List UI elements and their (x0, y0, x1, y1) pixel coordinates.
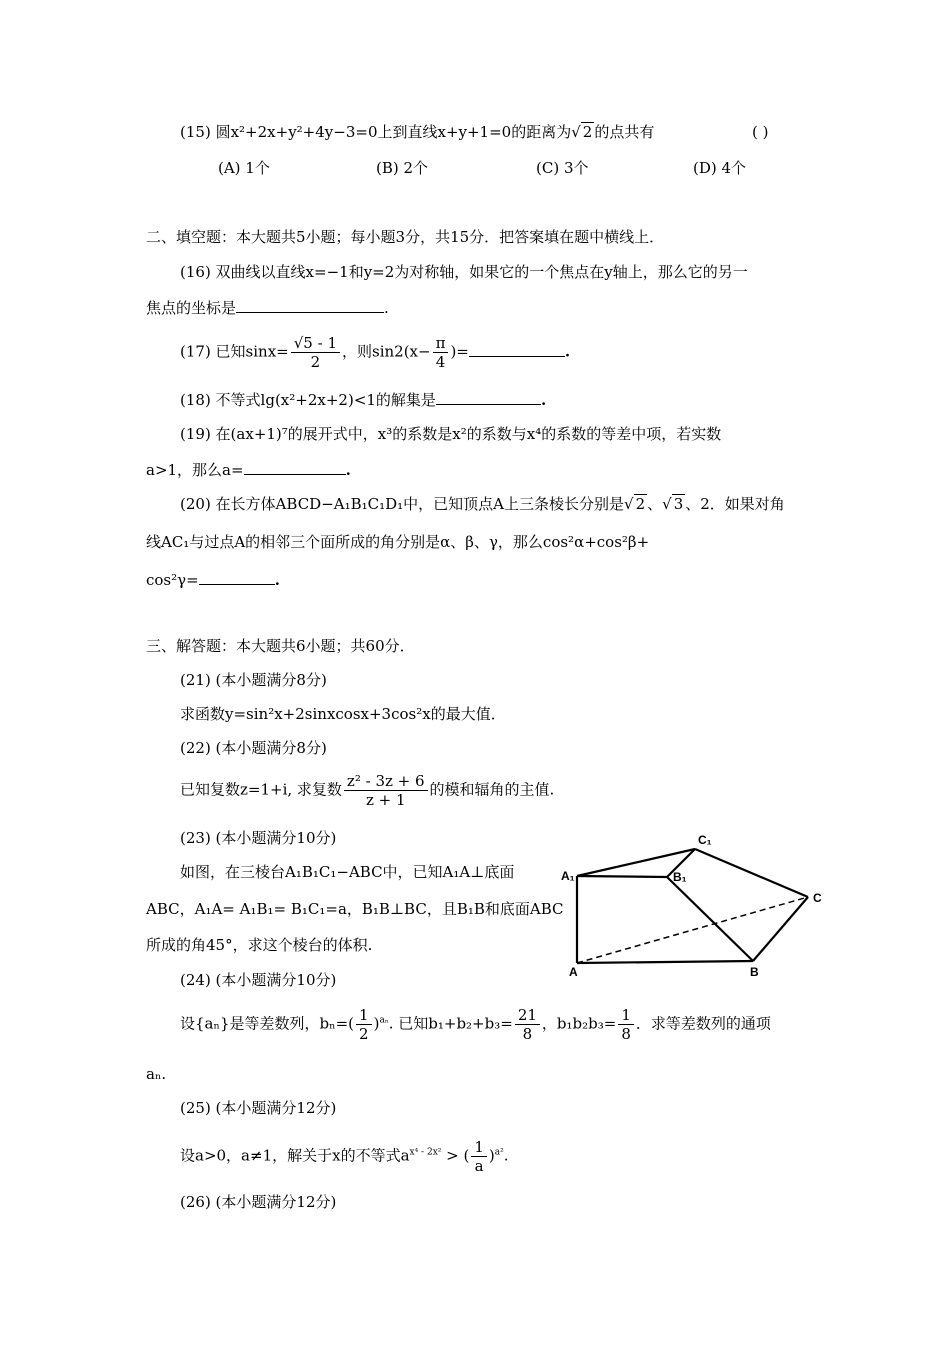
label-c: C (813, 891, 822, 905)
edge-b-c (753, 897, 808, 961)
q20-text-a: (20) 在长方体ABCD−A₁B₁C₁D₁中，已知顶点A上三条棱长分别是 (180, 495, 625, 513)
q25-exponent-1: x⁴ - 2x² (409, 1147, 442, 1158)
q24-exponent: aₙ (379, 1015, 389, 1026)
label-a1: A₁ (561, 869, 575, 883)
q17-frac-den: 2 (310, 353, 321, 371)
q22-frac-num: z² - 3z + 6 (344, 772, 428, 791)
q20-text-c: cos²γ= (146, 571, 199, 589)
q26-label: (26) (本小题满分12分) (180, 1193, 337, 1211)
q22-fraction (344, 772, 428, 809)
q20-line-2: 线AC₁与过点A的相邻三个面所成的角分别是α、β、γ，那么cos²α+cos²β+ (146, 533, 650, 551)
q22-tail: 的模和辐角的主值. (429, 780, 555, 799)
label-c1: C₁ (698, 833, 712, 847)
q24-prod-den: 8 (621, 1025, 631, 1043)
q18-end: . (540, 391, 547, 409)
label-b1: B₁ (673, 870, 687, 884)
q20-radicand-2: 3 (673, 495, 684, 513)
q17-mid: ，则sin2(x− (342, 342, 431, 361)
answer-blank (436, 390, 541, 405)
q24-half-den: 2 (359, 1025, 369, 1043)
q24-body (180, 1006, 771, 1043)
edge-c1-c (695, 849, 808, 897)
q24-mid-2: . 已知b₁+b₂+b₃= (388, 1014, 513, 1033)
frustum-figure (560, 830, 840, 980)
q20-line-1 (180, 494, 785, 514)
q24-half-fraction (356, 1006, 372, 1043)
q20-line-3 (146, 570, 280, 590)
q22-frac-den: z + 1 (365, 791, 406, 809)
q15-option-a: (A) 1个 (218, 159, 270, 177)
question-15 (180, 122, 654, 142)
q25-body (180, 1138, 509, 1175)
q25-frac-num: 1 (471, 1138, 487, 1157)
q25-lead: 设a>0，a≠1，解关于x的不等式a (180, 1146, 410, 1165)
sqrt-symbol: √ 2 (624, 495, 646, 513)
q17-fraction (291, 334, 340, 371)
q25-fraction (471, 1138, 487, 1175)
q23-line-1: 如图，在三棱台A₁B₁C₁−ABC中，已知A₁A⊥底面 (180, 863, 515, 881)
q15-text-c: 的点共有 (594, 123, 655, 141)
q25-label: (25) (本小题满分12分) (180, 1099, 337, 1117)
q15-text-a: (15) (180, 123, 211, 141)
q21-text: 求函数y=sin²x+2sinxcosx+3cos²x的最大值． (180, 705, 506, 723)
q25-tail: . (503, 1146, 509, 1165)
q22-lead: 已知复数z=1+i, 求复数 (180, 780, 342, 799)
answer-blank (236, 298, 384, 313)
q23-line-3: 所成的角45°，求这个棱台的体积. (146, 936, 373, 954)
q24-line-2: aₙ. (146, 1065, 167, 1083)
q17-pi-den: 4 (435, 353, 446, 371)
q17-lead: (17) 已知sinx= (180, 342, 289, 361)
q24-lead: 设{aₙ}是等差数列，bₙ=( (180, 1014, 355, 1033)
q24-mid-3: ，b₁b₂b₃= (541, 1014, 617, 1033)
q16-end: . (384, 299, 389, 317)
edge-b1-b (667, 877, 753, 961)
answer-blank (199, 570, 275, 585)
q16-text: 焦点的坐标是 (146, 299, 237, 317)
q24-sum-den: 8 (522, 1025, 533, 1043)
q17-tail: )= (450, 342, 469, 361)
section-3-heading: 三、解答题：本大题共6小题；共60分． (146, 637, 415, 655)
q25-gt: > ( (441, 1146, 470, 1165)
q24-prod-fraction (618, 1006, 634, 1043)
q21-label: (21) (本小题满分8分) (180, 671, 327, 689)
q23-label: (23) (本小题满分10分) (180, 829, 337, 847)
q20-sep: 、 (647, 495, 663, 513)
q24-prod-num: 1 (618, 1006, 634, 1025)
question-17 (180, 334, 570, 371)
q23-line-2: ABC，A₁A= A₁B₁= B₁C₁=a，B₁B⊥BC，且B₁B和底面ABC (146, 900, 564, 918)
q22-label: (22) (本小题满分8分) (180, 739, 327, 757)
answer-blank (244, 460, 346, 475)
q17-pi-num: π (433, 334, 449, 353)
q15-answer-bracket: ( ) (752, 123, 769, 141)
q15-option-c: (C) 3个 (536, 159, 589, 177)
q24-sum-num: 21 (515, 1006, 540, 1025)
q19-end: . (345, 461, 351, 479)
q24-mid-1: ) (373, 1014, 380, 1033)
q25-exponent-2: a² (494, 1147, 504, 1158)
q24-half-num: 1 (356, 1006, 372, 1025)
q15-option-b: (B) 2个 (376, 159, 429, 177)
edge-a1-b1 (577, 876, 667, 877)
q24-tail: ．求等差数列的通项 (635, 1014, 771, 1033)
sqrt-symbol: √ 2 (571, 123, 593, 141)
edge-a-c-hidden (577, 897, 808, 963)
q19-line-2 (146, 460, 351, 480)
q25-close: ) (488, 1146, 495, 1165)
q17-frac-num: √5 - 1 (291, 334, 340, 353)
q24-sum-fraction (515, 1006, 540, 1043)
q25-frac-den: a (474, 1157, 484, 1175)
label-a: A (569, 965, 578, 979)
q19-text: a>1，那么a= (146, 461, 244, 479)
q16-line-2 (146, 298, 389, 318)
q20-radicand-1: 2 (635, 495, 646, 513)
sqrt-symbol: √ 3 (662, 495, 684, 513)
label-b: B (750, 965, 759, 979)
q16-line-1: (16) 双曲线以直线x=−1和y=2为对称轴，如果它的一个焦点在y轴上，那么它的另一 (180, 263, 748, 281)
q19-line-1: (19) 在(ax+1)⁷的展开式中，x³的系数是x²的系数与x⁴的系数的等差中项，若实数 (180, 425, 722, 443)
q17-end: . (564, 342, 571, 361)
section-2-heading: 二、填空题：本大题共5小题；每小题3分，共15分．把答案填在题中横线上． (146, 228, 665, 246)
edge-a-b (577, 961, 753, 963)
q24-label: (24) (本小题满分10分) (180, 971, 337, 989)
q18-text: (18) 不等式lg(x²+2x+2)<1的解集是 (180, 391, 436, 409)
q15-radicand: 2 (582, 123, 593, 141)
q22-body (180, 772, 554, 809)
q15-text-b: 圆x²+2x+y²+4y−3=0上到直线x+y+1=0的距离为 (215, 123, 572, 141)
q20-text-b: 、2．如果对角 (685, 495, 785, 513)
question-18 (180, 390, 546, 410)
q20-end: . (274, 571, 280, 589)
q15-option-d: (D) 4个 (693, 159, 747, 177)
q17-pi-fraction (433, 334, 449, 371)
answer-blank (469, 342, 565, 357)
